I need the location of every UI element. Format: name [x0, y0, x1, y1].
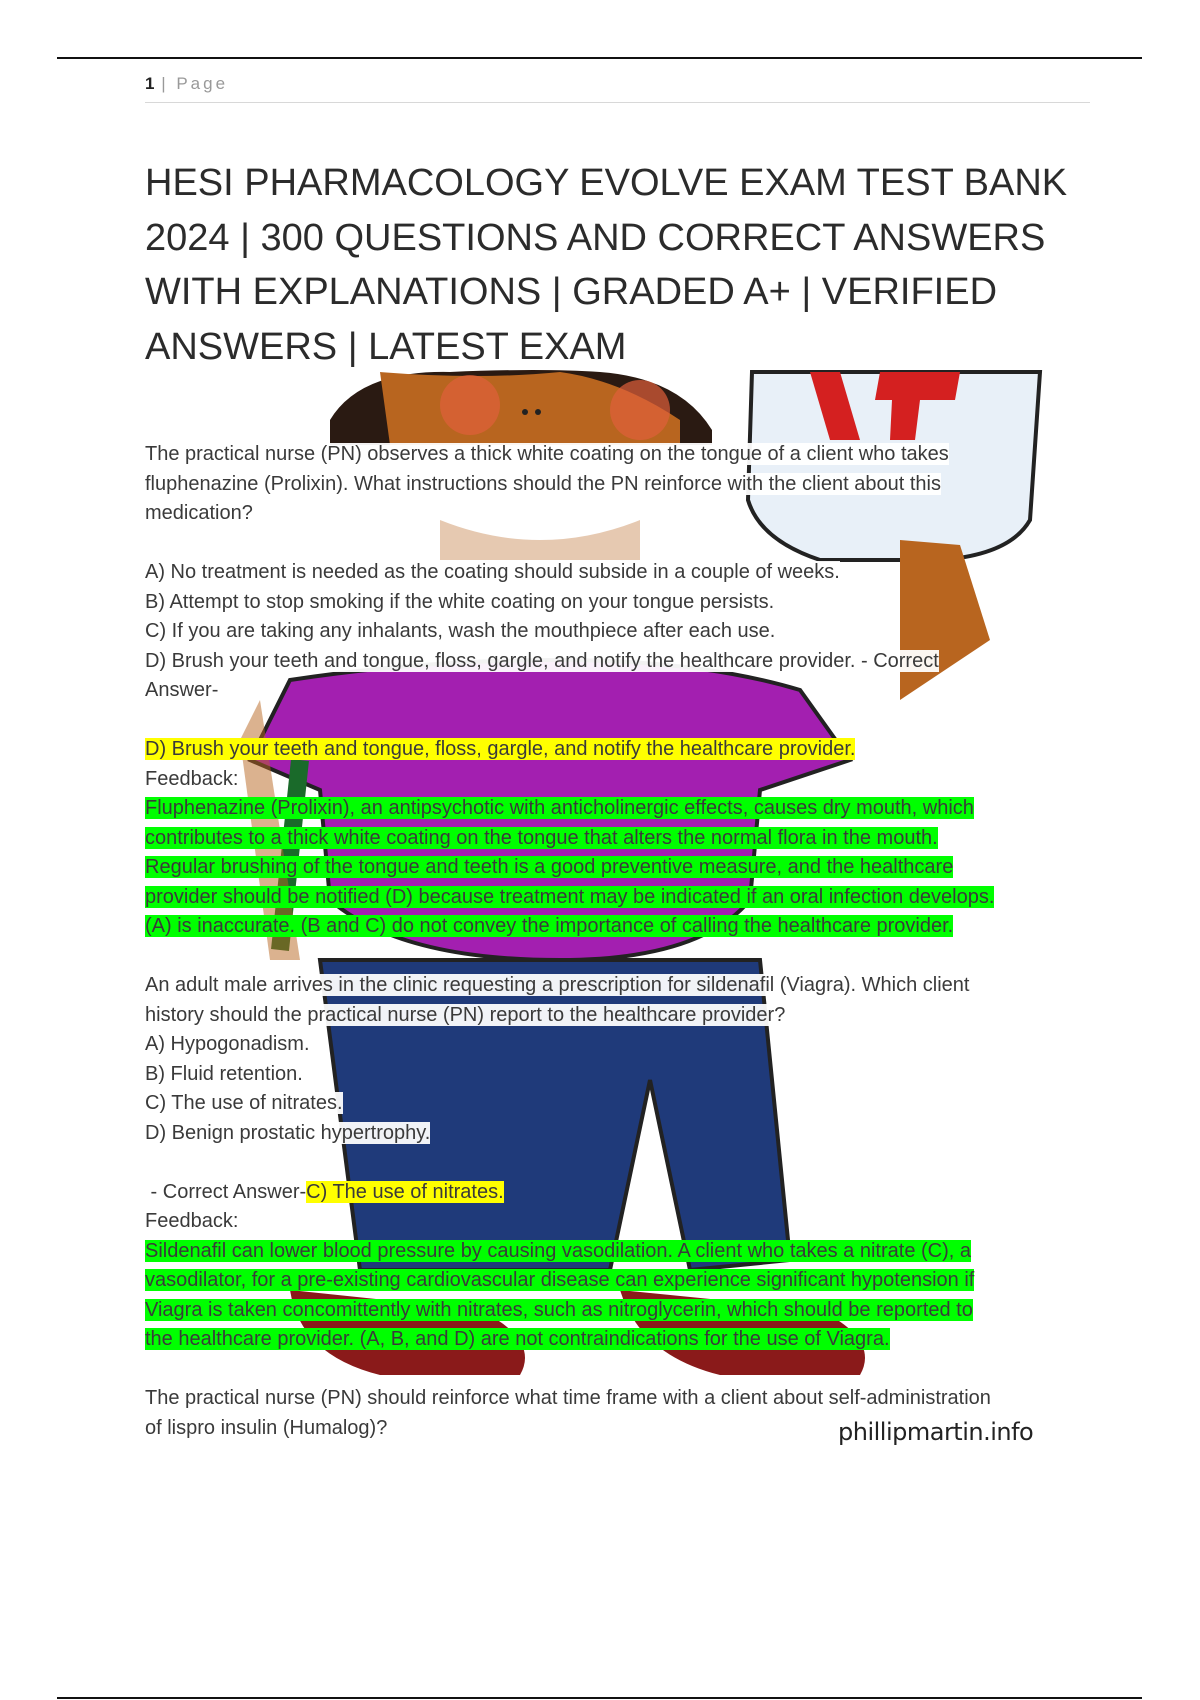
question-stem-line: An adult male arrives in the clinic requesting a prescription for sildenafil (Viagra). Which client: [145, 974, 970, 996]
question-stem-line: medication?: [145, 502, 253, 524]
answer-option: B) Fluid retention.: [145, 1062, 303, 1085]
answer-option-continuation: Answer-: [145, 679, 219, 701]
question-stem-line: The practical nurse (PN) observes a thick white coating on the tongue of a client who takes: [145, 443, 949, 465]
feedback-label: Feedback:: [145, 767, 239, 790]
answer-option: D) Brush your teeth and tongue, floss, gargle, and notify the healthcare provider. - Correct: [145, 649, 939, 672]
question-2: [145, 971, 1095, 1355]
question-stem-line: The practical nurse (PN) should reinforce what time frame with a client about self-administration: [145, 1387, 991, 1409]
question-stem-line: history should the practical nurse (PN) report to the healthcare provider?: [145, 1003, 786, 1026]
document-title: HESI PHARMACOLOGY EVOLVE EXAM TEST BANK 2024 | 300 QUESTIONS AND CORRECT ANSWERS WITH EXPLANATIONS | GRADED A+ | VERIFIED ANSWERS | LATEST EXAM: [145, 162, 1068, 368]
page-label: | Page: [161, 74, 229, 93]
page-number: 1: [145, 74, 156, 93]
correct-answer-text: C) The use of nitrates.: [306, 1180, 504, 1203]
bottom-rule: [57, 1697, 1142, 1699]
watermark-text: phillipmartin.info: [838, 1418, 1034, 1446]
answer-option: A) No treatment is needed as the coating should subside in a couple of weeks.: [145, 561, 840, 583]
feedback-line: contributes to a thick white coating on the tongue that alters the normal flora in the mouth.: [145, 826, 938, 849]
feedback-line: the healthcare provider. (A, B, and D) are not contraindications for the use of Viagra.: [145, 1328, 890, 1350]
correct-answer: [145, 1178, 1095, 1208]
answer-option: C) If you are taking any inhalants, wash the mouthpiece after each use.: [145, 620, 776, 642]
feedback-line: Fluphenazine (Prolixin), an antipsychotic with anticholinergic effects, causes dry mouth, which: [145, 797, 974, 819]
feedback-line: vasodilator, for a pre-existing cardiovascular disease can experience significant hypotension if: [145, 1269, 975, 1291]
answer-option: C) The use of nitrates.: [145, 1092, 343, 1114]
feedback-line: Regular brushing of the tongue and teeth is a good preventive measure, and the healthcare: [145, 856, 954, 878]
question-stem-line: of lispro insulin (Humalog)?: [145, 1416, 388, 1439]
feedback-line: Sildenafil can lower blood pressure by causing vasodilation. A client who takes a nitrate (C), a: [145, 1239, 972, 1262]
feedback-label: Feedback:: [145, 1210, 239, 1232]
answer-option: B) Attempt to stop smoking if the white coating on your tongue persists.: [145, 590, 775, 613]
feedback-line: Viagra is taken concomittently with nitrates, such as nitroglycerin, which should be reported to: [145, 1298, 973, 1321]
question-stem-line: fluphenazine (Prolixin). What instructions should the PN reinforce with the client about this: [145, 472, 941, 495]
document-body: [145, 440, 1095, 1443]
correct-answer: D) Brush your teeth and tongue, floss, gargle, and notify the healthcare provider.: [145, 738, 856, 760]
correct-answer-prefix: - Correct Answer-: [145, 1180, 307, 1203]
answer-option: A) Hypogonadism.: [145, 1033, 310, 1055]
answer-option: D) Benign prostatic hypertrophy.: [145, 1121, 431, 1144]
feedback-line: provider should be notified (D) because treatment may be indicated if an oral infection develops.: [145, 885, 995, 908]
question-1: [145, 440, 1095, 942]
feedback-line: (A) is inaccurate. (B and C) do not convey the importance of calling the healthcare provider.: [145, 915, 954, 937]
